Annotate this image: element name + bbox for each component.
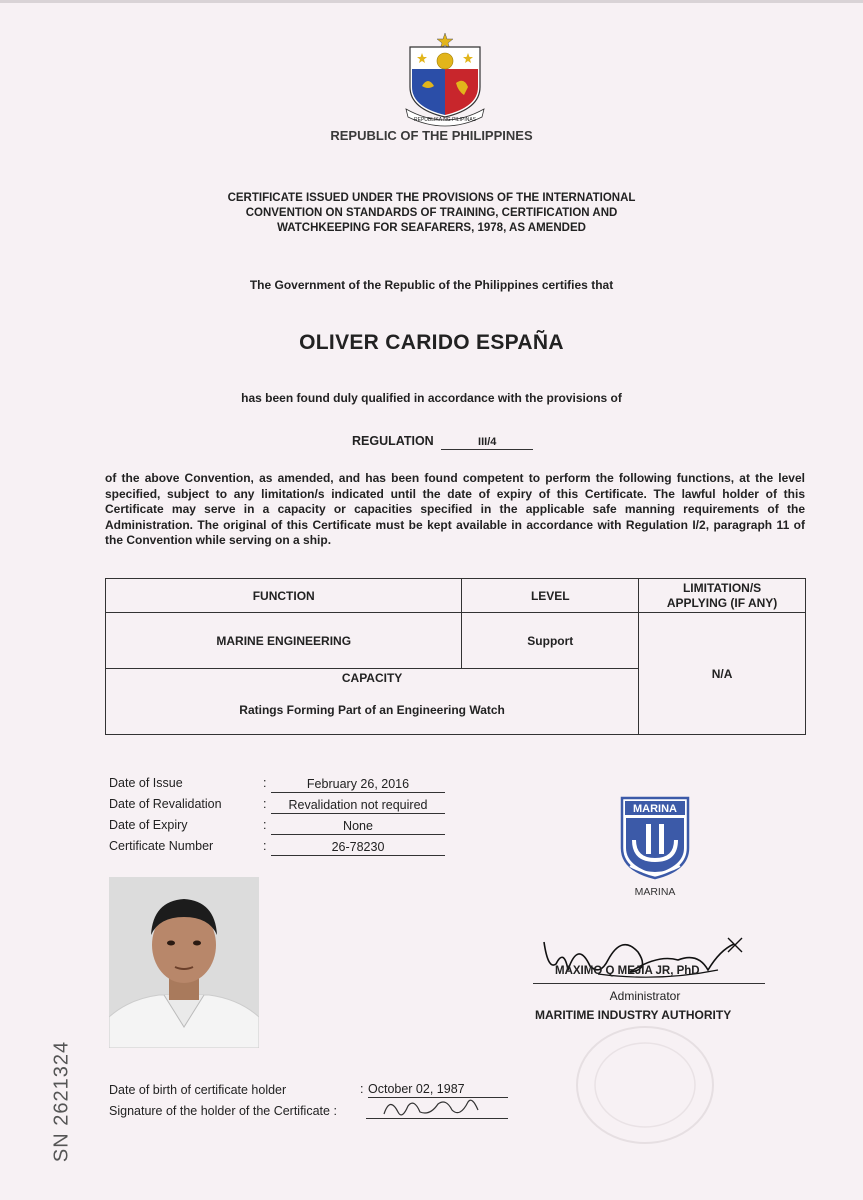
heading-line: CERTIFICATE ISSUED UNDER THE PROVISIONS OF THE INTERNATIONAL [227, 192, 636, 204]
dob-value: October 02, 1987 [368, 1082, 465, 1096]
administrator-signature-icon [538, 930, 750, 990]
revalidation-label: Date of Revalidation [109, 797, 222, 811]
issue-value: February 26, 2016 [271, 776, 445, 793]
expiry-colon: : [263, 818, 267, 832]
marina-logo-text: MARINA [633, 803, 677, 815]
certificate-heading [180, 191, 683, 236]
limitation-header [639, 579, 806, 613]
limitation-header-line: APPLYING (IF ANY) [666, 595, 778, 610]
administrator-name: MAXIMO Q MEJIA JR, PhD [555, 965, 700, 977]
dob-colon: : [360, 1082, 364, 1096]
expiry-label: Date of Expiry [109, 818, 188, 832]
number-colon: : [263, 839, 267, 853]
limitation-header-line: LIMITATION/S [682, 580, 762, 595]
limitation-value: N/A [639, 613, 806, 735]
competence-paragraph: of the above Convention, as amended, and has been found competent to perform the following functions, at the level specified, subject to any limitation/s indicated until the date of expiry of this Certificate. The lawful holder of this Certificate may serve in a capacity or capacities specified in the applicable safe manning requirements of the Administration. The original of this Certificate must be kept available in accordance with Regulation I/2, paragraph 11 of the Convention while serving on a ship. [105, 471, 805, 547]
revalidation-value: Revalidation not required [271, 797, 445, 814]
regulation-label: REGULATION [352, 434, 434, 448]
capacity-cell [106, 669, 639, 735]
capacity-header: CAPACITY [341, 671, 403, 685]
authority-name: MARITIME INDUSTRY AUTHORITY [535, 1008, 732, 1022]
qualified-text: has been found duly qualified in accordance with the provisions of [241, 391, 622, 405]
level-header: LEVEL [462, 579, 639, 613]
revalidation-colon: : [263, 797, 267, 811]
dob-label: Date of birth of certificate holder [109, 1083, 287, 1097]
certifies-text: The Government of the Republic of the Philippines certifies that [249, 278, 614, 292]
capacity-value: Ratings Forming Part of an Engineering Watch [239, 703, 505, 717]
number-value: 26-78230 [271, 839, 445, 856]
marina-label: MARINA [634, 886, 676, 898]
seal-text: REPUBLIKA NG PILIPINAS [414, 117, 476, 123]
regulation-value: III/4 [441, 436, 533, 450]
administrator-title: Administrator [609, 989, 681, 1003]
marina-logo-icon [620, 796, 690, 880]
holder-signature-underline [366, 1118, 508, 1119]
regulation-line [352, 434, 533, 450]
philippine-seal-icon [402, 31, 488, 127]
function-table [105, 578, 806, 735]
heading-line: CONVENTION ON STANDARDS OF TRAINING, CERTIFICATION AND [245, 207, 618, 219]
function-header: FUNCTION [106, 579, 462, 613]
holder-name: OLIVER CARIDO ESPAÑA [299, 331, 564, 354]
republic-title: REPUBLIC OF THE PHILIPPINES [330, 128, 533, 143]
top-border [0, 0, 863, 3]
holder-signature-label: Signature of the holder of the Certificate : [109, 1104, 337, 1118]
number-label: Certificate Number [109, 839, 214, 853]
holder-portrait-icon [109, 877, 259, 1048]
heading-line: WATCHKEEPING FOR SEAFARERS, 1978, AS AMENDED [277, 222, 586, 234]
administrator-signature-line [533, 983, 765, 984]
issue-label: Date of Issue [109, 776, 183, 790]
expiry-value: None [271, 818, 445, 835]
embossed-seal-icon [570, 1015, 720, 1145]
serial-number: SN 2621324 [50, 1040, 73, 1163]
level-value: Support [462, 613, 639, 669]
issue-colon: : [263, 776, 267, 790]
holder-photo [109, 877, 259, 1048]
function-value: MARINE ENGINEERING [106, 613, 462, 669]
